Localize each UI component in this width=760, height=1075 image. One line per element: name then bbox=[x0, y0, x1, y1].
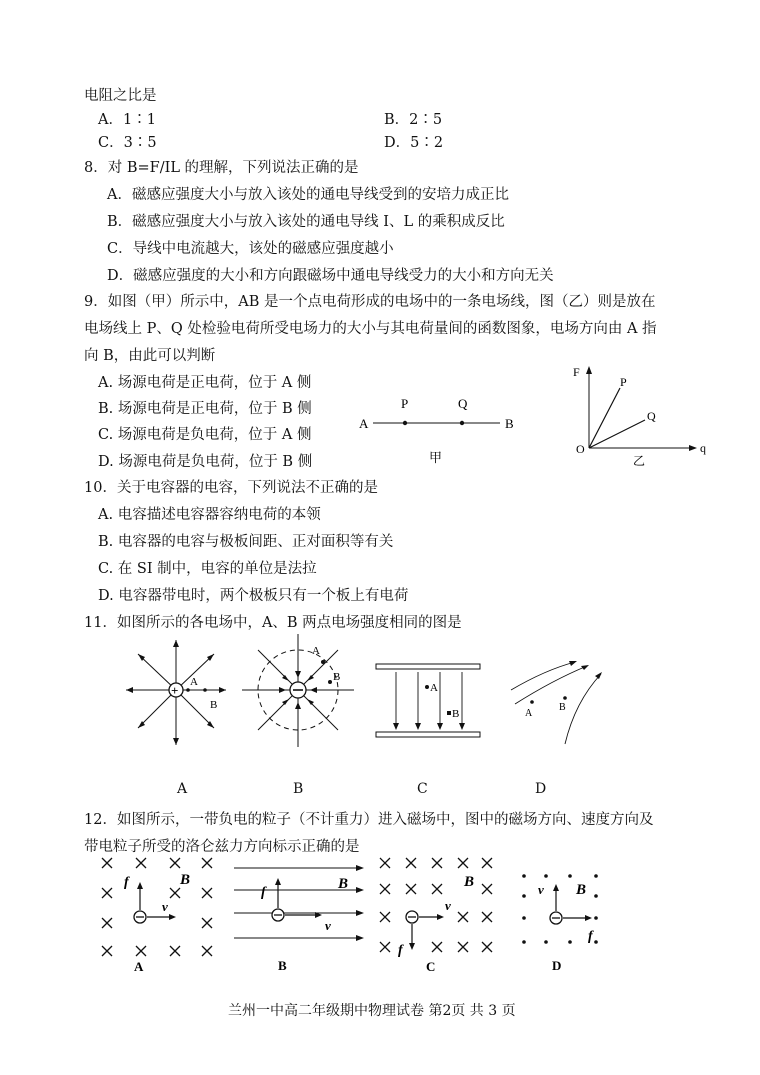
q7-option-d: D．5∶2 bbox=[384, 135, 444, 151]
q10-stem: 10．关于电容器的电容，下列说法不正确的是 bbox=[84, 480, 378, 496]
q9-option-c: C. 场源电荷是负电荷，位于 A 侧 bbox=[98, 427, 312, 443]
q11-figure-c bbox=[370, 660, 485, 745]
q9-stem-line-1: 9．如图（甲）所示中，AB 是一个点电荷形成的电场中的一条电场线，图（乙）则是放在 bbox=[84, 294, 656, 310]
figure-yi bbox=[565, 360, 715, 470]
q9-stem-line-2: 电场线上 P、Q 处检验电荷所受电场力的大小与其电荷量间的函数图象，电场方向由 A 指 bbox=[84, 321, 657, 337]
q8-option-a: A．磁感应强度大小与放入该处的通电导线受到的安培力成正比 bbox=[107, 187, 509, 203]
q7-option-b: B．2∶5 bbox=[384, 112, 443, 128]
q7-option-c: C．3∶5 bbox=[98, 135, 157, 151]
q11-figure-d bbox=[505, 652, 605, 752]
field-label: B bbox=[464, 874, 475, 890]
caption-jia: 甲 bbox=[429, 450, 443, 465]
q10-option-a: A. 电容描述电容器容纳电荷的本领 bbox=[98, 507, 321, 523]
q10-option-d: D. 电容器带电时，两个极板只有一个板上有电荷 bbox=[98, 588, 409, 604]
q8-option-b: B．磁感应强度大小与放入该处的通电导线 I、L 的乘积成反比 bbox=[107, 214, 505, 230]
q12-figure-b bbox=[230, 858, 370, 976]
q12-caption-b: B bbox=[278, 958, 287, 973]
point-a-label: A bbox=[525, 708, 533, 719]
q-axis-arrow bbox=[689, 445, 697, 451]
q10-option-b: B. 电容器的电容与极板间距、正对面积等有关 bbox=[98, 534, 394, 550]
field-label: B bbox=[180, 872, 191, 888]
label-q: Q bbox=[458, 396, 468, 411]
label-q-axis: q bbox=[700, 441, 706, 455]
field-label: B bbox=[576, 882, 587, 898]
force-label: f bbox=[261, 885, 266, 900]
bottom-plate bbox=[376, 732, 480, 737]
label-a: A bbox=[359, 416, 369, 431]
point-b-label: B bbox=[333, 671, 341, 683]
velocity-label: v bbox=[445, 898, 451, 913]
label-p: P bbox=[620, 375, 627, 389]
q11-stem: 11．如图所示的各电场中，A、B 两点电场强度相同的图是 bbox=[84, 615, 462, 631]
point-a-label: A bbox=[190, 676, 198, 688]
velocity-label: v bbox=[538, 882, 544, 897]
q10-option-c: C. 在 SI 制中，电容的单位是法拉 bbox=[98, 561, 317, 577]
line-p bbox=[589, 388, 620, 448]
top-plate bbox=[376, 664, 480, 669]
q12-stem-line-2: 带电粒子所受的洛仑兹力方向标示正确的是 bbox=[84, 839, 360, 855]
q12-figure-c bbox=[378, 854, 498, 974]
label-f: F bbox=[573, 365, 580, 379]
q8-option-c: C．导线中电流越大，该处的磁感应强度越小 bbox=[107, 241, 394, 257]
q11-caption-a: A bbox=[177, 781, 188, 797]
point-a-label: A bbox=[430, 682, 438, 694]
force-label: f bbox=[398, 943, 403, 958]
point-a-label: A bbox=[312, 645, 320, 657]
point-b-label: B bbox=[559, 702, 566, 713]
q12-caption-a: A bbox=[134, 959, 144, 974]
q12-caption-c: C bbox=[426, 959, 436, 974]
q11-caption-d: D bbox=[535, 781, 547, 797]
velocity-label: v bbox=[325, 918, 331, 933]
q7-stem-tail: 电阻之比是 bbox=[84, 88, 157, 104]
q12-caption-d: D bbox=[552, 958, 562, 973]
point-b-label: B bbox=[452, 708, 460, 720]
line-q bbox=[589, 420, 645, 448]
q8-option-d: D．磁感应强度的大小和方向跟磁场中通电导线受力的大小和方向无关 bbox=[107, 268, 554, 284]
q12-figure-a bbox=[100, 854, 230, 974]
q11-figure-b bbox=[238, 632, 358, 752]
label-o: O bbox=[576, 442, 585, 456]
caption-yi: 乙 bbox=[633, 454, 646, 468]
point-q-dot bbox=[460, 421, 464, 425]
q11-figure-a bbox=[118, 640, 238, 750]
q9-option-d: D. 场源电荷是负电荷，位于 B 侧 bbox=[98, 454, 313, 470]
q12-stem-line-1: 12．如图所示，一带负电的粒子（不计重力）进入磁场中，图中的磁场方向、速度方向及 bbox=[84, 812, 654, 828]
label-b: B bbox=[505, 416, 514, 431]
label-p: P bbox=[401, 396, 409, 411]
q12-figure-d bbox=[512, 868, 612, 976]
page-footer: 兰州一中高二年级期中物理试卷 第2页 共 3 页 bbox=[228, 1003, 516, 1019]
q7-option-a: A．1∶1 bbox=[98, 112, 156, 128]
point-b-label: B bbox=[210, 699, 218, 711]
q9-option-a: A. 场源电荷是正电荷，位于 A 侧 bbox=[98, 375, 312, 391]
q8-stem: 8．对 B=F/IL 的理解，下列说法正确的是 bbox=[84, 160, 359, 176]
velocity-label: v bbox=[162, 899, 168, 914]
field-label: B bbox=[338, 876, 349, 892]
force-label: f bbox=[124, 875, 129, 890]
figure-jia bbox=[355, 390, 525, 470]
svg-text:+: + bbox=[171, 683, 179, 698]
q11-caption-b: B bbox=[293, 781, 304, 797]
force-label: f bbox=[588, 929, 593, 944]
q11-caption-c: C bbox=[417, 781, 428, 797]
label-q: Q bbox=[647, 409, 656, 423]
point-p-dot bbox=[403, 421, 407, 425]
f-axis-arrow bbox=[586, 366, 592, 374]
q9-stem-line-3: 向 B，由此可以判断 bbox=[84, 348, 216, 364]
q9-option-b: B. 场源电荷是正电荷，位于 B 侧 bbox=[98, 401, 312, 417]
